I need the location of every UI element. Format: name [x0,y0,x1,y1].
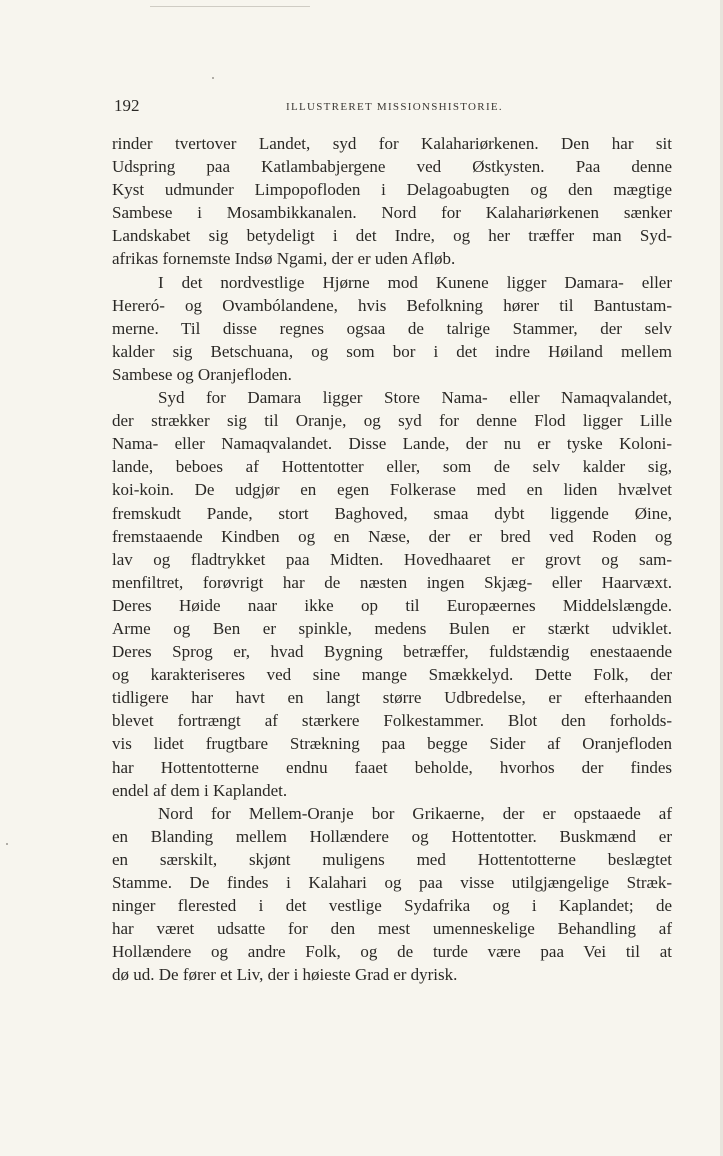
text-line: Nord for Mellem-Oranje bor Grikaerne, der er opstaaede af [158,803,672,823]
scan-speck [212,77,214,79]
text-line: Sambese i Mosambikkanalen. Nord for Kalahariørkenen sænker [112,203,672,223]
text-line: vis lidet frugtbare Strækning paa begge Sider af Oranjefloden [112,734,672,754]
text-line: blevet fortrængt af stærkere Folkestammer. Blot den forholds- [112,711,672,731]
text-line: og karakteriseres ved sine mange Smækkelyd. Dette Folk, der [112,665,672,685]
text-line: merne. Til disse regnes ogsaa de talrige Stammer, der selv [112,318,672,338]
text-line: Deres Sprog er, hvad Bygning betræffer, fuldstændig enestaaende [112,642,672,662]
text-line: fremskudt Pande, stort Baghoved, smaa dybt liggende Øine, [112,503,672,523]
text-line: fremstaaende Kindben og en Næse, der er bred ved Roden og [112,526,672,546]
text-line: Nama- eller Namaqvalandet. Disse Lande, der nu er tyske Koloni- [112,434,672,454]
page-header [114,96,674,120]
text-line: Hollændere og andre Folk, og de turde være paa Vei til at [112,942,672,962]
text-line: endel af dem i Kaplandet. [112,780,288,800]
text-line: Syd for Damara ligger Store Nama- eller Namaqvalandet, [158,388,672,408]
text-line: ninger flerested i det vestlige Sydafrika og i Kaplandet; de [112,896,672,916]
text-line: Deres Høide naar ikke op til Europæernes Middelslængde. [112,595,672,615]
text-line: en særskilt, skjønt muligens med Hottentotterne beslægtet [112,849,672,869]
text-line: Hereró- og Ovambólandene, hvis Befolkning hører til Bantustam- [112,295,672,315]
text-line: tidligere har havt en langt større Udbredelse, er efterhaanden [112,688,672,708]
body-text [112,132,672,986]
text-line: Sambese og Oranjefloden. [112,364,292,384]
scan-edge-line [150,6,310,7]
page-number: 192 [114,96,140,115]
text-line: dø ud. De fører et Liv, der i høieste Grad er dyrisk. [112,965,458,985]
text-line: Landskabet sig betydeligt i det Indre, og her træffer man Syd- [112,226,672,246]
text-line: I det nordvestlige Hjørne mod Kunene ligger Damara- eller [158,272,672,292]
text-line: Udspring paa Katlambabjergene ved Østkysten. Paa denne [112,157,672,177]
text-line: har Hottentotterne endnu faaet beholde, hvorhos der findes [112,757,672,777]
text-line: kalder sig Betschuana, og som bor i det indre Høiland mellem [112,341,672,361]
text-line: Kyst udmunder Limpopofloden i Delagoabugten og den mægtige [112,180,672,200]
running-title: ILLUSTRERET MISSIONSHISTORIE. [286,101,503,113]
text-line: en Blanding mellem Hollændere og Hottentotter. Buskmænd er [112,826,672,846]
text-line: afrikas fornemste Indsø Ngami, der er uden Afløb. [112,249,456,269]
text-line: menfiltret, forøvrigt har de næsten ingen Skjæg- eller Haarvæxt. [112,572,672,592]
text-line: lande, beboes af Hottentotter eller, som de selv kalder sig, [112,457,672,477]
text-line: Arme og Ben er spinkle, medens Bulen er stærkt udviklet. [112,618,672,638]
text-line: lav og fladtrykket paa Midten. Hovedhaaret er grovt og sam- [112,549,672,569]
text-line: der strækker sig til Oranje, og syd for denne Flod ligger Lille [112,411,672,431]
scan-speck [6,843,8,845]
text-line: Stamme. De findes i Kalahari og paa visse utilgjængelige Stræk- [112,873,672,892]
text-line: har været udsatte for den mest umenneskelige Behandling af [112,919,672,939]
text-line: rinder tvertover Landet, syd for Kalahariørkenen. Den har sit [112,134,672,153]
text-line: koi-koin. De udgjør en egen Folkerase med en liden hvælvet [112,480,672,500]
